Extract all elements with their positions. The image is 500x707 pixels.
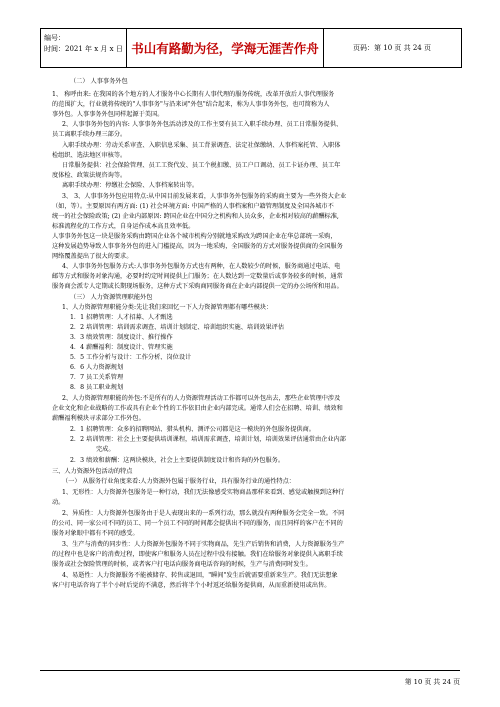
text-line: 统一的社会保险政策; (2) 企业内部原因: 跨国企业在中国分之机构和人员众多，企业相对较高的薪酬标准, [52, 213, 339, 220]
text-line: 员工离职手续办理三部分。 [52, 131, 127, 138]
footer-page-number: 第 10 页 共 24 页 [404, 678, 460, 686]
text-line: 这种发展趋势导致人事事务外包的进入门槛提高，因为一地采购，全国服务的方式对服务提供商的全国服务 [52, 243, 343, 250]
text-line: 2．3 绩效和薪酬：这两块模块，社会上主要提供制度设计和咨询的外包服务。 [70, 457, 285, 464]
text-line: 事外包。人事事务外包同样起源于美国。 [52, 111, 164, 118]
text-line: （如，等）。主要原因有两方面: (1) 社会环境方面: 中国严格的人事档案和户籍管理制度及全国各城市不 [52, 203, 334, 210]
code-label: 编号： [44, 34, 65, 42]
text-line: 4．4 薪酬福利：制度设计、管理实施 [70, 344, 173, 351]
text-line: 2、人事事务外包的内容: 人事事务外包活动涉及的工作主要有员工入职手续办理、员工日常服务提供、 [62, 121, 343, 128]
text-line: 3、生产与消费的同步性：人力资源外包服务不同于实物商品，先生产后销售和消费，人力资源服务生产 [62, 541, 345, 548]
text-line: 1、人力资源管理职能分类:先让我们来回忆一下人力资源管理都有哪些模块： [62, 304, 273, 311]
date-label: 时间：2021 年 x 月 x 日 [44, 45, 123, 53]
text-line: 离职手续办理：停缴社会保险、人事档案转出等。 [62, 182, 199, 189]
text-line: 8．8 员工职业规划 [70, 384, 124, 391]
text-line: 的范围扩大，行业就将传统的"人事事务"与沿来词"外包"结合起来，称为人事事务外包，也可简称为人 [52, 101, 330, 108]
text-line: （一） 从服务行业角度来看:人力资源外包属于服务行业，具有服务行业的通性特点： [62, 478, 295, 485]
text-line: 2、人力资源管理职能的外包:不是所有的人力资源管理活动工作都可以外包出去，那些企业管理中涉及 [62, 395, 341, 402]
text-line: 完成。 [96, 446, 115, 453]
header-motto-cell [127, 29, 324, 67]
text-line: 1、 称呼由来: 在我国的各个地方的人才服务中心长期有人事代理的服务传统，改革开放后人事代理服务 [52, 91, 335, 98]
header-page-cell [323, 29, 461, 67]
text-line: 1．1 招聘管理：人才招募、人才甄选 [70, 314, 173, 321]
text-line: （二） 人事事务外包 [70, 78, 128, 85]
text-line: 服务对象眼中都有不同的感受。 [52, 530, 139, 537]
text-line: 3．3 绩效管理：制度设计、推行操作 [70, 334, 173, 341]
text-line: 4、人事事务外包服务方式:人事事务外包服务方式也有两种，在人数较少的时候，服务商通过电话、电 [62, 263, 341, 270]
text-line: （三） 人力资源管理职能外包 [70, 294, 153, 301]
text-line: 标准流程化的工作方式，自身运作成本高且效率低。 [52, 223, 195, 230]
text-line: 5．5 工作分析与设计：工作分析、岗位设计 [70, 354, 192, 361]
text-line: 2．2 培训管理：社会上主要提供培训课程，培训需求调查，培训计划，培训效果评估通常由企业内部 [70, 436, 346, 443]
text-line: 1、无形性：人力资源外包服务是一种行动，我们无法像感受实物商品那样来看到、感觉或触摸到这种行 [62, 489, 345, 496]
header-table [40, 28, 462, 68]
text-line: 日常服务提供：社会保险管理、员工工资代发、员工个税扣缴、员工户口调动、员工卡证办理、员工年 [62, 162, 341, 169]
text-line: 2、异质性：人力资源外包服务由于是人表现出来的一系列行动，那么就没有两种服务会完全一致。不同 [62, 510, 345, 517]
text-line: 人事事务外包这一块是服务采购由跨国企业各个城市机构分别就地采购改为跨国企业在华总部统一采购， [52, 233, 337, 240]
text-line: 3、 3、人事事务外包应用特点:从中国目前发展来看，人事事务外包服务的采购商主要为一些外资大企业 [62, 193, 347, 200]
header-page-label: 页码：第 10 页 共 24 页 [353, 44, 431, 52]
text-line: 检组织、选法地区审核等。 [52, 152, 127, 159]
text-line: 服务商会派专人定期或长期现场服务，这种方式下采购商同服务商在企业内部提供一定的办公场所和用品。 [52, 283, 343, 290]
text-line: 2．2 培训管理：培训需求调查、培训计划制定、培训组织实施、培训效果评估 [70, 324, 285, 331]
text-line: 2．1 招聘管理：众多的招聘网站、猎头机构、测评公司都是这一模块的外包服务提供商。 [70, 426, 315, 433]
text-line: 6．6 人力资源规划 [70, 364, 124, 371]
text-line: 邮等方式和服务对象沟通，必要时约定时间提供上门服务；在人数达到一定数量后或事务较多的时候，通常 [52, 273, 343, 280]
text-line: 动。 [52, 499, 65, 506]
text-line: 企业文化和企业战略的工作或具有企业个性的工作依旧由企业内部完成。通常人们会在招聘、培训、绩效和 [52, 405, 343, 412]
text-line: 的过程中也是客户的消费过程，即使客户和服务人员在过程中没有接触。我们在给服务对象提供入离职手续 [52, 551, 343, 558]
header-meta-cell [41, 29, 127, 67]
text-line: 三、人力资源外包活动的特点 [52, 468, 133, 475]
footer-rule [40, 670, 460, 671]
text-line: 薪酬福利模块寻求部分工作外包。 [52, 415, 145, 422]
text-line: 服务或社会保险管理的时候，或者客户打电话向服务商电话咨询的时候，生产与消费同时发生。 [52, 561, 312, 568]
text-line: 入职手续办理：劳动关系审查、入职信息采集、员工背景调查、法定社保缴纳、人事档案托管、入职体 [62, 142, 341, 149]
text-line: 度体检、政策法规咨询等。 [52, 172, 127, 179]
motto-text: 书山有路勤为径，学海无涯苦作舟 [131, 41, 319, 56]
text-line: 7．7 员工关系管理 [70, 374, 124, 381]
text-line: 网络覆盖提出了很大的要求。 [52, 253, 133, 260]
text-line: 客户打电话咨询了半个小时后觉的不满意，然后将半个小时返还给服务提供商，从而重新使用或出售。 [52, 582, 331, 589]
text-line: 4、易逝性：人力资源服务不能被储存、转售或退回，"瞬间"发生后就需要重新来生产。我们无法想象 [62, 572, 338, 579]
text-line: 的公司、同一家公司不同的员工、同一个员工不同的时间都会提供出不同的服务，而且同样的客户在不同的 [52, 520, 343, 527]
